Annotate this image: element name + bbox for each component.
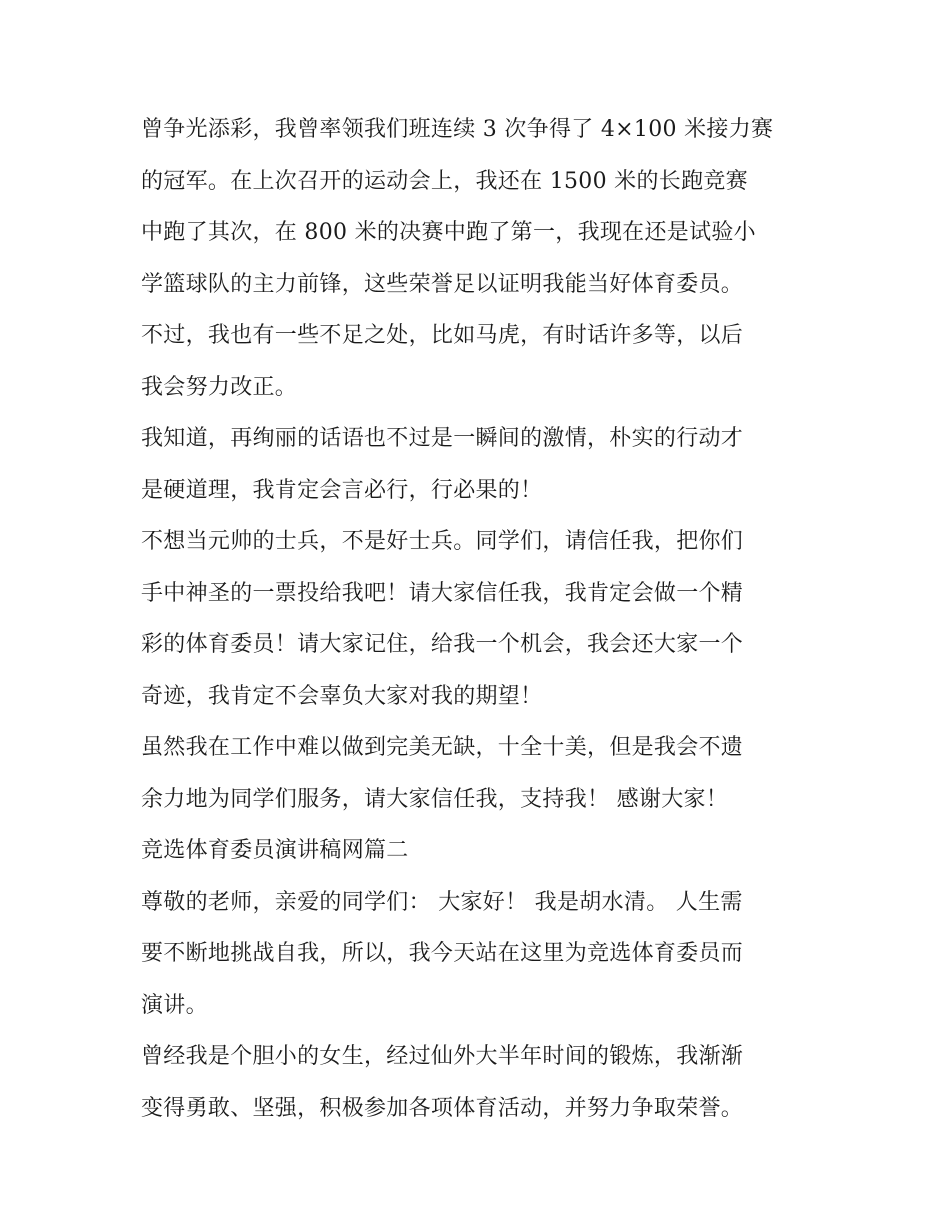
text-line: 不过，我也有一些不足之处，比如马虎，有时话许多等，以后 [141,323,744,348]
text-line: 的冠军。在上次召开的运动会上，我还在 1500 米的长跑竞赛 [141,168,748,194]
text-line: 彩的体育委员！请大家记住，给我一个机会，我会还大家一个 [141,632,744,657]
document-body [141,104,821,1134]
text-line: 奇迹，我肯定不会辜负大家对我的期望！ [141,683,543,709]
text-line: 手中神圣的一票投给我吧！请大家信任我，我肯定会做一个精 [141,580,744,606]
text-line: 虽然我在工作中难以做到完美无缺，十全十美，但是我会不遗 [141,735,744,760]
text-line: 是硬道理，我肯定会言必行，行必果的！ [141,477,543,503]
text-line: 不想当元帅的士兵，不是好士兵。同学们，请信任我，把你们 [141,529,744,554]
text-line: 变得勇敢、坚强，积极参加各项体育活动，并努力争取荣誉。 [141,1095,744,1121]
text-line: 演讲。 [141,992,208,1018]
text-line: 我会努力改正。 [141,374,298,400]
text-line: 要不断地挑战自我，所以，我今天站在这里为竞选体育委员而 [141,941,744,966]
text-line: 曾争光添彩，我曾率领我们班连续 3 次争得了 4×100 米接力赛 [141,117,774,142]
text-line: 学篮球队的主力前锋，这些荣誉足以证明我能当好体育委员。 [141,271,744,297]
text-line: 曾经我是个胆小的女生，经过仙外大半年时间的锻炼，我渐渐 [141,1044,744,1069]
text-line: 余力地为同学们服务，请大家信任我，支持我！ 感谢大家！ [141,786,729,812]
text-line: 我知道，再绚丽的话语也不过是一瞬间的激情，朴实的行动才 [141,426,744,451]
text-line: 尊敬的老师，亲爱的同学们： 大家好！ 我是胡水清。 人生需 [141,889,743,915]
section-heading: 竞选体育委员演讲稿网篇二 [141,838,409,863]
text-line: 中跑了其次，在 800 米的决赛中跑了第一，我现在还是试验小 [141,220,756,245]
